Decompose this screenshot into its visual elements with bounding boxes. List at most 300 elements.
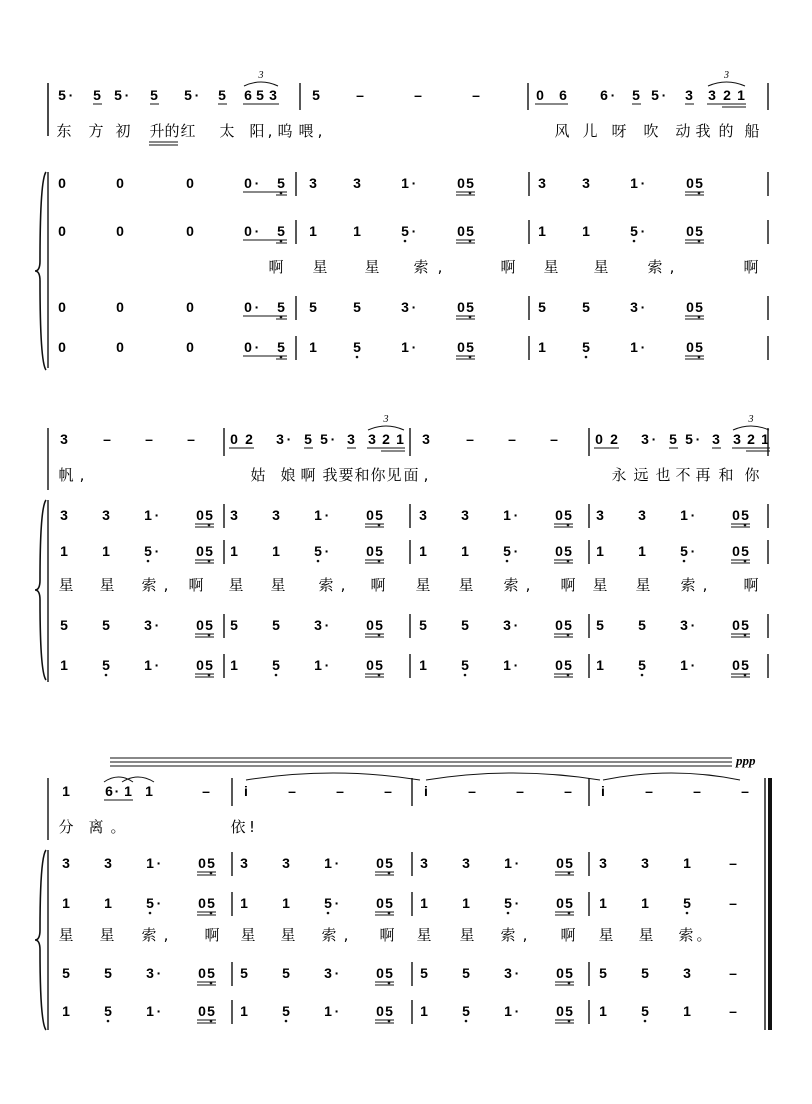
note-digit: 1: [230, 543, 238, 559]
note-digit: 5: [632, 87, 640, 103]
note-digit: 1: [641, 895, 649, 911]
note-digit: 0: [376, 895, 384, 911]
note-digit: 5: [144, 543, 152, 559]
note: [230, 543, 238, 559]
note-digit: 3: [708, 87, 716, 103]
note-digit: 5: [596, 617, 604, 633]
dash: –: [103, 431, 111, 447]
note-digit: 1: [282, 895, 290, 911]
note: [240, 855, 248, 871]
note-digit: 5: [565, 1003, 573, 1019]
lyric-char: 星: [364, 258, 380, 276]
augmentation-dot: ·: [330, 431, 336, 447]
note-digit: 1: [146, 855, 154, 871]
note-digit: 5: [375, 657, 383, 673]
augmentation-dot: ·: [254, 299, 260, 315]
note-digit: 5: [304, 431, 312, 447]
dash: –: [187, 431, 195, 447]
note-digit: 3: [368, 431, 376, 447]
note-digit: 5: [695, 339, 703, 355]
note: [503, 617, 518, 633]
note: [304, 431, 312, 447]
note-digit: 3: [596, 507, 604, 523]
note: [244, 783, 248, 799]
note: [104, 855, 112, 871]
system-brace: [35, 172, 46, 370]
note-digit: 0: [556, 965, 564, 981]
dash: –: [202, 783, 210, 799]
note: [353, 299, 361, 315]
note: [630, 299, 645, 315]
lyric-char: 星: [459, 926, 475, 944]
note: [596, 543, 604, 559]
note: [277, 223, 285, 242]
note: [708, 87, 716, 103]
note: [144, 543, 159, 562]
note: [457, 299, 465, 315]
note: [230, 657, 238, 673]
note: [353, 175, 361, 191]
tie-arc: [603, 773, 740, 780]
note-digit: 5: [420, 965, 428, 981]
note-digit: 5: [466, 175, 474, 191]
note: [124, 783, 132, 799]
note: [462, 895, 470, 911]
note: [146, 895, 161, 914]
lyric-char: 的: [718, 122, 734, 140]
low-octave-dot: [585, 356, 588, 359]
dash: –: [384, 783, 392, 799]
note-digit: 1: [420, 1003, 428, 1019]
augmentation-dot: ·: [324, 657, 330, 673]
note-digit: 0: [58, 299, 66, 315]
augmentation-dot: ·: [194, 87, 200, 103]
dash: –: [516, 783, 524, 799]
note-digit: 5: [641, 1003, 649, 1019]
note-digit: 5: [638, 617, 646, 633]
dash: –: [468, 783, 476, 799]
note-digit: 6: [559, 87, 567, 103]
note-digit: 3: [683, 965, 691, 981]
note: [244, 223, 259, 239]
note-digit: 3: [282, 855, 290, 871]
note: [376, 855, 384, 871]
note: [324, 895, 339, 914]
low-octave-dot: [317, 560, 320, 563]
note: [62, 783, 70, 799]
slur-tie: [104, 777, 133, 782]
note: [104, 895, 112, 911]
tie-arc: [246, 773, 420, 780]
augmentation-dot: ·: [324, 507, 330, 523]
low-octave-dot: [683, 560, 686, 563]
note-digit: 0: [366, 657, 374, 673]
note-digit: 5: [272, 657, 280, 673]
note-digit: 5: [419, 617, 427, 633]
note-digit: 0: [376, 965, 384, 981]
note: [504, 965, 519, 981]
note-digit: 3: [309, 175, 317, 191]
augmentation-dot: ·: [334, 855, 340, 871]
note-digit: 3: [462, 855, 470, 871]
note-digit: 3: [641, 431, 649, 447]
note-digit: 5: [565, 965, 573, 981]
triplet-label: 3: [258, 70, 264, 81]
low-octave-dot: [105, 674, 108, 677]
lyric-char: ,: [163, 926, 169, 944]
lyric-char: ,: [522, 926, 528, 944]
note-digit: 5: [207, 855, 215, 871]
note-digit: 1: [680, 657, 688, 673]
note-digit: 5: [205, 617, 213, 633]
note-digit: 5: [218, 87, 226, 103]
dash: –: [729, 895, 737, 911]
note-digit: 0: [595, 431, 603, 447]
lyric-char: 索: [413, 258, 429, 276]
note-digit: 3: [314, 617, 322, 633]
note: [116, 175, 124, 191]
note-digit: 0: [555, 507, 563, 523]
note: [582, 339, 590, 358]
low-octave-dot: [686, 912, 689, 915]
note-digit: 5: [630, 223, 638, 239]
note: [419, 617, 427, 633]
note: [205, 617, 213, 636]
note-digit: 0: [58, 175, 66, 191]
note: [680, 657, 695, 673]
note: [686, 339, 694, 355]
augmentation-dot: ·: [154, 617, 160, 633]
note-digit: 0: [457, 175, 465, 191]
note-digit: 5: [375, 507, 383, 523]
note-digit: 0: [556, 855, 564, 871]
note: [375, 617, 383, 636]
note: [669, 431, 677, 447]
note-digit: 5: [277, 223, 285, 239]
note: [244, 87, 252, 103]
note-digit: 5: [564, 507, 572, 523]
note-digit: 1: [240, 895, 248, 911]
note: [58, 339, 66, 355]
note: [401, 223, 416, 242]
note: [741, 543, 749, 562]
augmentation-dot: ·: [68, 87, 74, 103]
note: [245, 431, 253, 447]
note-digit: 0: [732, 617, 740, 633]
augmentation-dot: ·: [411, 223, 417, 239]
note: [638, 507, 646, 523]
note: [58, 299, 66, 315]
note: [538, 339, 546, 355]
note: [256, 87, 264, 103]
lyric-char: ,: [702, 576, 708, 594]
note-digit: 1: [324, 1003, 332, 1019]
note: [741, 657, 749, 676]
note-digit: 5: [320, 431, 328, 447]
note: [732, 507, 740, 523]
note-digit: 5: [466, 339, 474, 355]
note-digit: 5: [353, 339, 361, 355]
note: [218, 87, 226, 103]
note: [207, 855, 215, 874]
note-digit: 6: [105, 783, 113, 799]
note-digit: 5: [695, 223, 703, 239]
note: [556, 895, 564, 911]
note: [196, 507, 204, 523]
augmentation-dot: ·: [610, 87, 616, 103]
note: [712, 431, 720, 447]
note-digit: 1: [401, 339, 409, 355]
lyric-char: ,: [343, 926, 349, 944]
note-digit: 5: [207, 895, 215, 911]
note-digit: 1: [60, 657, 68, 673]
note-digit: 5: [104, 1003, 112, 1019]
lyric-char: 姑: [250, 466, 266, 484]
note-digit: 0: [536, 87, 544, 103]
note-digit: 0: [686, 299, 694, 315]
note-digit: 0: [366, 617, 374, 633]
lyric-char: 索: [680, 576, 696, 594]
note-digit: 5: [104, 965, 112, 981]
note: [205, 657, 213, 676]
lyric-char: 星: [416, 926, 432, 944]
augmentation-dot: ·: [640, 223, 646, 239]
note-digit: 0: [186, 175, 194, 191]
lyric-char: ,: [267, 122, 273, 140]
note: [632, 87, 640, 103]
note: [599, 1003, 607, 1019]
note: [324, 1003, 339, 1019]
note: [732, 543, 740, 559]
note-digit: 3: [504, 965, 512, 981]
note-digit: 0: [198, 1003, 206, 1019]
note: [62, 1003, 70, 1019]
lyric-char: 吹: [643, 122, 659, 140]
note: [741, 617, 749, 636]
lyric-char: 帆: [58, 466, 74, 484]
lyric-char: 娘: [280, 466, 296, 484]
note: [641, 895, 649, 911]
note-digit: 0: [244, 299, 252, 315]
note-digit: 5: [272, 617, 280, 633]
note-digit: 1: [146, 1003, 154, 1019]
note-digit: 5: [207, 1003, 215, 1019]
lyric-char: 星: [270, 576, 286, 594]
note-digit: 5: [102, 657, 110, 673]
note-digit: 5: [504, 895, 512, 911]
note-digit: 0: [556, 895, 564, 911]
note-digit: 5: [353, 299, 361, 315]
note-digit: 1: [124, 783, 132, 799]
augmentation-dot: ·: [334, 965, 340, 981]
note: [638, 657, 646, 676]
lyric-char: 啊: [560, 926, 576, 944]
note: [596, 617, 604, 633]
note: [556, 965, 564, 981]
note-digit: 3: [276, 431, 284, 447]
note-digit: 3: [630, 299, 638, 315]
note-digit: 0: [230, 431, 238, 447]
lyric-char: 方: [88, 122, 104, 140]
note: [230, 507, 238, 523]
note: [695, 175, 703, 194]
note-digit: 0: [198, 855, 206, 871]
note-digit: 3: [60, 507, 68, 523]
note: [62, 855, 70, 871]
dash: –: [472, 87, 480, 103]
note-digit: 0: [196, 543, 204, 559]
note-digit: i: [601, 783, 605, 799]
note: [368, 431, 376, 447]
note: [314, 617, 329, 633]
note: [62, 965, 70, 981]
note: [196, 657, 204, 673]
note: [205, 507, 213, 526]
note: [385, 855, 393, 874]
low-octave-dot: [149, 912, 152, 915]
note: [382, 431, 390, 447]
note-digit: 0: [686, 339, 694, 355]
dash: –: [336, 783, 344, 799]
note-digit: 0: [457, 299, 465, 315]
augmentation-dot: ·: [254, 175, 260, 191]
note-digit: 1: [538, 339, 546, 355]
augmentation-dot: ·: [334, 1003, 340, 1019]
note: [184, 87, 199, 103]
lyric-char: 见: [386, 466, 402, 484]
lyric-char: 儿: [582, 122, 598, 140]
lyric-char: 星: [228, 576, 244, 594]
augmentation-dot: ·: [513, 657, 519, 673]
note-digit: 5: [461, 657, 469, 673]
note: [376, 1003, 384, 1019]
note: [116, 299, 124, 315]
augmentation-dot: ·: [114, 783, 120, 799]
note: [419, 657, 427, 673]
note: [600, 87, 615, 103]
note-digit: 1: [538, 223, 546, 239]
note-digit: 5: [582, 299, 590, 315]
note: [186, 223, 194, 239]
note: [503, 543, 518, 562]
lyric-char: ,: [423, 466, 429, 484]
lyric-char: 依: [230, 818, 246, 836]
low-octave-dot: [465, 1020, 468, 1023]
note: [146, 965, 161, 981]
lyric-char: 。: [696, 926, 712, 944]
lyric-char: 太: [219, 122, 235, 140]
note: [582, 175, 590, 191]
lyric-char: !: [248, 818, 256, 836]
note-digit: 1: [638, 543, 646, 559]
note-digit: 5: [538, 299, 546, 315]
note-digit: i: [244, 783, 248, 799]
lyric-char: 红: [180, 122, 196, 140]
note-digit: 5: [462, 965, 470, 981]
note: [324, 855, 339, 871]
note: [198, 1003, 206, 1019]
lyric-char: 星: [58, 926, 74, 944]
note-digit: 6: [600, 87, 608, 103]
note-digit: 1: [401, 175, 409, 191]
note: [385, 895, 393, 914]
dash: –: [729, 965, 737, 981]
note-digit: 5: [62, 965, 70, 981]
note: [461, 617, 469, 633]
note: [240, 965, 248, 981]
note: [686, 299, 694, 315]
augmentation-dot: ·: [514, 1003, 520, 1019]
note-digit: 0: [555, 543, 563, 559]
note-digit: 3: [638, 507, 646, 523]
note-digit: 5: [277, 339, 285, 355]
note: [420, 895, 428, 911]
lyric-char: 星: [543, 258, 559, 276]
augmentation-dot: ·: [661, 87, 667, 103]
note-digit: 1: [62, 895, 70, 911]
note: [565, 1003, 573, 1022]
note-digit: 1: [683, 855, 691, 871]
note: [680, 543, 695, 562]
note: [466, 339, 474, 358]
note-digit: 5: [638, 657, 646, 673]
note-digit: 1: [504, 1003, 512, 1019]
lyric-char: ,: [163, 576, 169, 594]
note: [599, 895, 607, 911]
note-digit: 0: [555, 617, 563, 633]
note: [93, 87, 101, 103]
note: [282, 855, 290, 871]
note-digit: 1: [144, 507, 152, 523]
note: [144, 657, 159, 673]
note: [565, 895, 573, 914]
lyric-char: 索: [318, 576, 334, 594]
lyric-char: 阳: [249, 122, 265, 140]
lyric-char: 星: [99, 576, 115, 594]
note-digit: 0: [186, 299, 194, 315]
note-digit: 5: [375, 617, 383, 633]
note: [186, 299, 194, 315]
augmentation-dot: ·: [640, 339, 646, 355]
note: [610, 431, 618, 447]
note: [309, 299, 317, 315]
note-digit: 1: [599, 1003, 607, 1019]
note-digit: 5: [582, 339, 590, 355]
note: [244, 299, 259, 315]
note-digit: 0: [732, 543, 740, 559]
note: [420, 855, 428, 871]
note: [366, 507, 374, 523]
note: [207, 1003, 215, 1022]
note-digit: 5: [385, 965, 393, 981]
note: [309, 175, 317, 191]
lyric-char: 星: [458, 576, 474, 594]
note-digit: 3: [60, 431, 68, 447]
augmentation-dot: ·: [514, 965, 520, 981]
low-octave-dot: [644, 1020, 647, 1023]
note-digit: 1: [461, 543, 469, 559]
lyric-char: 呜: [277, 122, 293, 140]
note-digit: 1: [230, 657, 238, 673]
augmentation-dot: ·: [690, 507, 696, 523]
low-octave-dot: [107, 1020, 110, 1023]
note-digit: 3: [712, 431, 720, 447]
note-digit: 5: [93, 87, 101, 103]
lyric-char: 和: [354, 466, 370, 484]
augmentation-dot: ·: [334, 895, 340, 911]
dash: –: [356, 87, 364, 103]
note: [504, 895, 519, 914]
